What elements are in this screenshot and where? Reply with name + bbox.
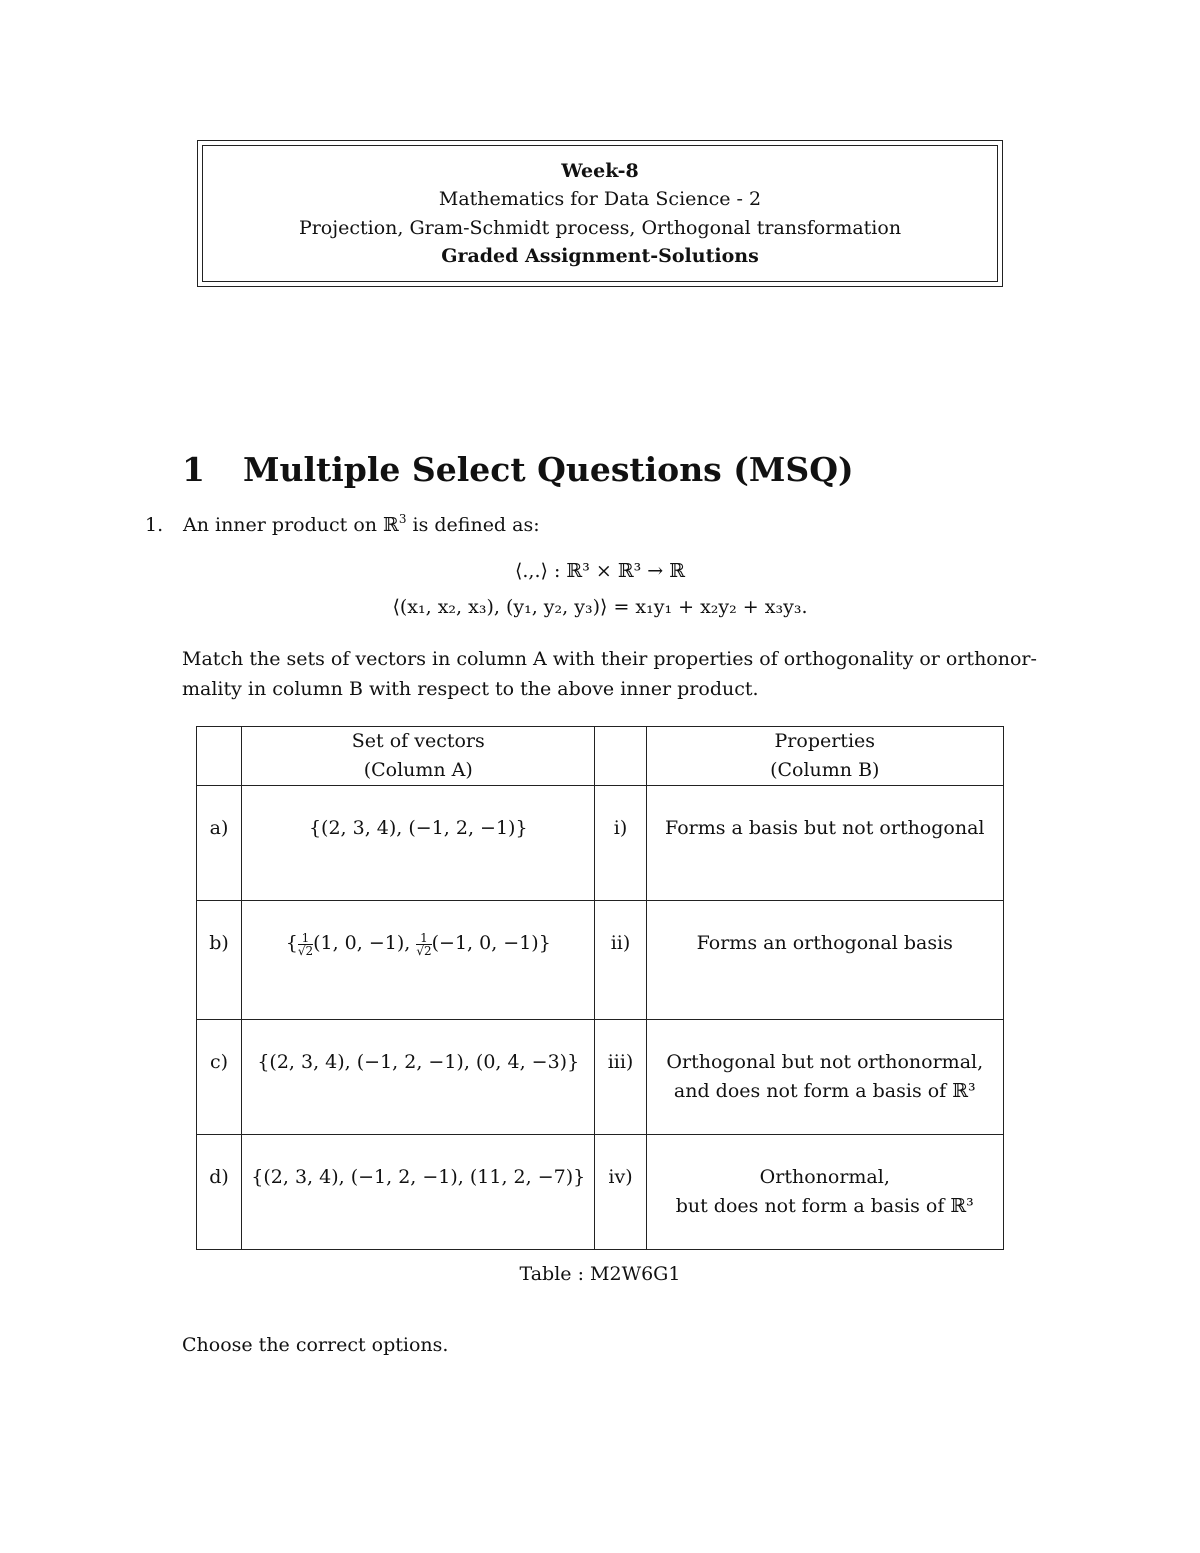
choose-prompt: Choose the correct options. <box>182 1334 449 1356</box>
topics-line: Projection, Gram-Schmidt process, Orthogonal transformation <box>298 216 902 239</box>
header-blank-a <box>197 727 242 786</box>
property-line-2: and does not form a basis of ℝ³ <box>673 1080 976 1102</box>
table-caption: Table : M2W6G1 <box>519 1263 681 1285</box>
inner-product-signature: ⟨.,.⟩ : ℝ³ × ℝ³ → ℝ <box>514 560 686 582</box>
question-intro-text <box>183 510 540 540</box>
section-heading <box>182 450 854 489</box>
property-line-1: Orthogonal but not orthonormal, <box>666 1051 984 1073</box>
header-column-b <box>646 727 1003 786</box>
set-open-brace: { <box>285 932 298 954</box>
vector-set <box>242 901 595 1020</box>
property-line-2: but does not form a basis of ℝ³ <box>675 1195 974 1217</box>
table-row <box>197 1020 1004 1135</box>
fraction-numerator: 1 <box>416 932 431 945</box>
row-label-a: c) <box>197 1020 242 1135</box>
vector-set: {(2, 3, 4), (−1, 2, −1)} <box>242 786 595 901</box>
fraction-denominator: √2 <box>416 944 432 958</box>
row-label-b: ii) <box>595 901 646 1020</box>
property-line-1: Orthonormal, <box>759 1166 890 1188</box>
fraction-denominator: √2 <box>297 944 314 958</box>
intro-space: ℝ <box>383 514 399 536</box>
intro-exponent: 3 <box>398 512 407 526</box>
property-line-1: Forms an orthogonal basis <box>696 932 953 954</box>
inner-product-definition: ⟨(x₁, x₂, x₃), (y₁, y₂, y₃)⟩ = x₁y₁ + x₂y₂ + x₃y₃. <box>392 596 808 618</box>
matching-table <box>196 726 1004 1250</box>
fraction-numerator: 1 <box>298 932 313 945</box>
vector-1: (1, 0, −1), <box>313 932 417 954</box>
question-intro <box>145 510 540 540</box>
property-line-1: Forms a basis but not orthogonal <box>665 817 985 839</box>
intro-suffix: is defined as: <box>406 514 540 536</box>
vector-set: {(2, 3, 4), (−1, 2, −1), (0, 4, −3)} <box>242 1020 595 1135</box>
row-label-b: iii) <box>595 1020 646 1135</box>
assignment-title: Graded Assignment-Solutions <box>441 245 759 267</box>
instruction-line-1: Match the sets of vectors in column A with their properties of orthogonality or orthonor- <box>182 648 1037 670</box>
header-column-a <box>242 727 595 786</box>
vector-set: {(2, 3, 4), (−1, 2, −1), (11, 2, −7)} <box>242 1135 595 1250</box>
week-label: Week-8 <box>561 159 639 182</box>
column-a-title: Set of vectors <box>351 730 485 752</box>
row-label-a: a) <box>197 786 242 901</box>
section-title: Multiple Select Questions (MSQ) <box>242 450 854 489</box>
row-label-b: i) <box>595 786 646 901</box>
fraction-2 <box>416 932 431 957</box>
row-label-a: d) <box>197 1135 242 1250</box>
column-b-title: Properties <box>774 730 876 752</box>
property-cell <box>646 1020 1003 1135</box>
property-cell <box>646 1135 1003 1250</box>
property-cell <box>646 786 1003 901</box>
question-number: 1. <box>145 514 164 536</box>
question-instruction <box>182 644 1058 704</box>
table-row <box>197 901 1004 1020</box>
intro-prefix: An inner product on <box>183 514 384 536</box>
row-label-b: iv) <box>595 1135 646 1250</box>
title-box-inner <box>202 145 998 282</box>
column-b-subtitle: (Column B) <box>770 759 880 781</box>
section-number: 1 <box>182 450 205 489</box>
table-header-row <box>197 727 1004 786</box>
title-box <box>197 140 1003 287</box>
table-row <box>197 1135 1004 1250</box>
header-blank-b <box>595 727 646 786</box>
course-name: Mathematics for Data Science - 2 <box>438 188 762 210</box>
table-row <box>197 786 1004 901</box>
row-label-a: b) <box>197 901 242 1020</box>
column-a-subtitle: (Column A) <box>363 759 473 781</box>
property-cell <box>646 901 1003 1020</box>
vector-2: (−1, 0, −1)} <box>431 932 551 954</box>
instruction-line-2: mality in column B with respect to the above inner product. <box>182 678 759 700</box>
fraction-1 <box>298 932 313 957</box>
